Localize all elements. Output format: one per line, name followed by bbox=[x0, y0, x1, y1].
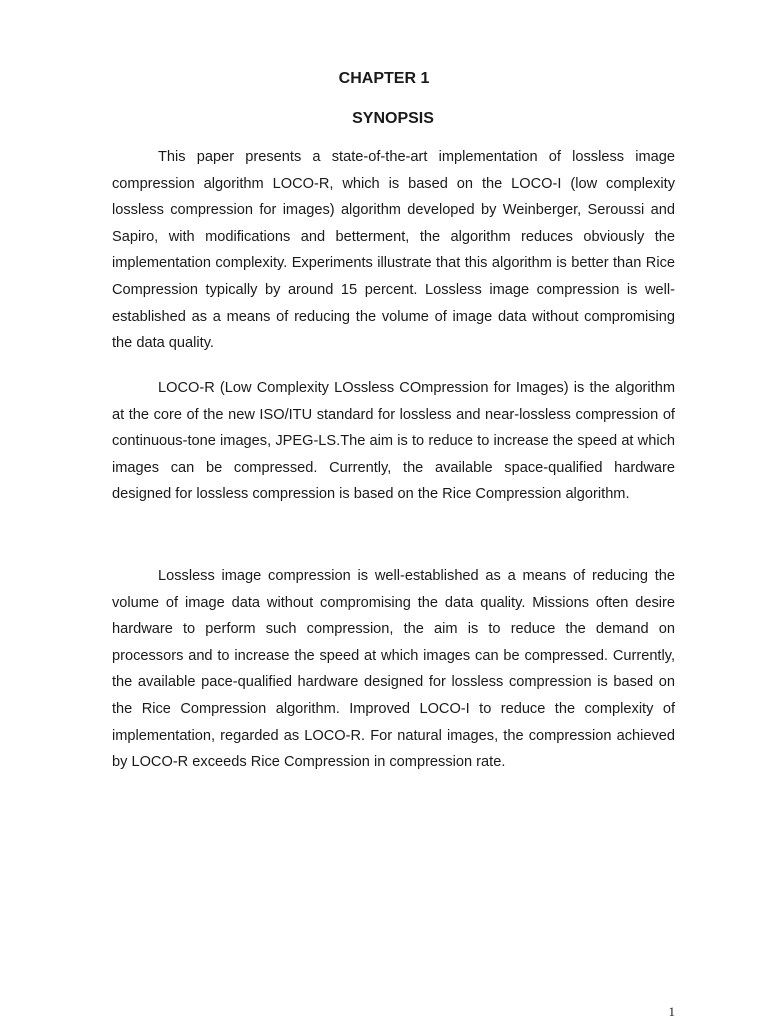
paragraph-3: Lossless image compression is well-established as a means of reducing the volume of image data without compromising the data quality. Missions often desire hardware to perform such compression, the aim is to reduce the demand on processors and to increase the speed at which images can be compressed. Currently, the available pace-qualified hardware designed for lossless compression is based on the Rice Compression algorithm. Improved LOCO-I to reduce the complexity of implementation, regarded as LOCO-R. For natural images, the compression achieved by LOCO-R exceeds Rice Compression in compression rate. bbox=[112, 568, 675, 771]
page-number: 1 bbox=[668, 1004, 675, 1019]
paragraph-2: LOCO-R (Low Complexity LOssless COmpression for Images) is the algorithm at the core of the new ISO/ITU standard for lossless and near-lossless compression of continuous-tone images, JPEG-LS.The aim is to reduce to increase the speed at which images can be compressed. Currently, the available space-qualified hardware designed for lossless compression is based on the Rice Compression algorithm. bbox=[112, 380, 675, 503]
section-title: SYNOPSIS bbox=[352, 110, 434, 127]
paragraph-1: This paper presents a state-of-the-art implementation of lossless image compression algorithm LOCO-R, which is based on the LOCO-I (low complexity lossless compression for images) algorithm developed by Weinberger, Seroussi and Sapiro, with modifications and betterment, the algorithm reduces obviously the implementation complexity. Experiments illustrate that this algorithm is better than Rice Compression typically by around 15 percent. Lossless image compression is well-established as a means of reducing the volume of image data without compromising the data quality. bbox=[112, 149, 675, 352]
chapter-title: CHAPTER 1 bbox=[338, 70, 430, 87]
